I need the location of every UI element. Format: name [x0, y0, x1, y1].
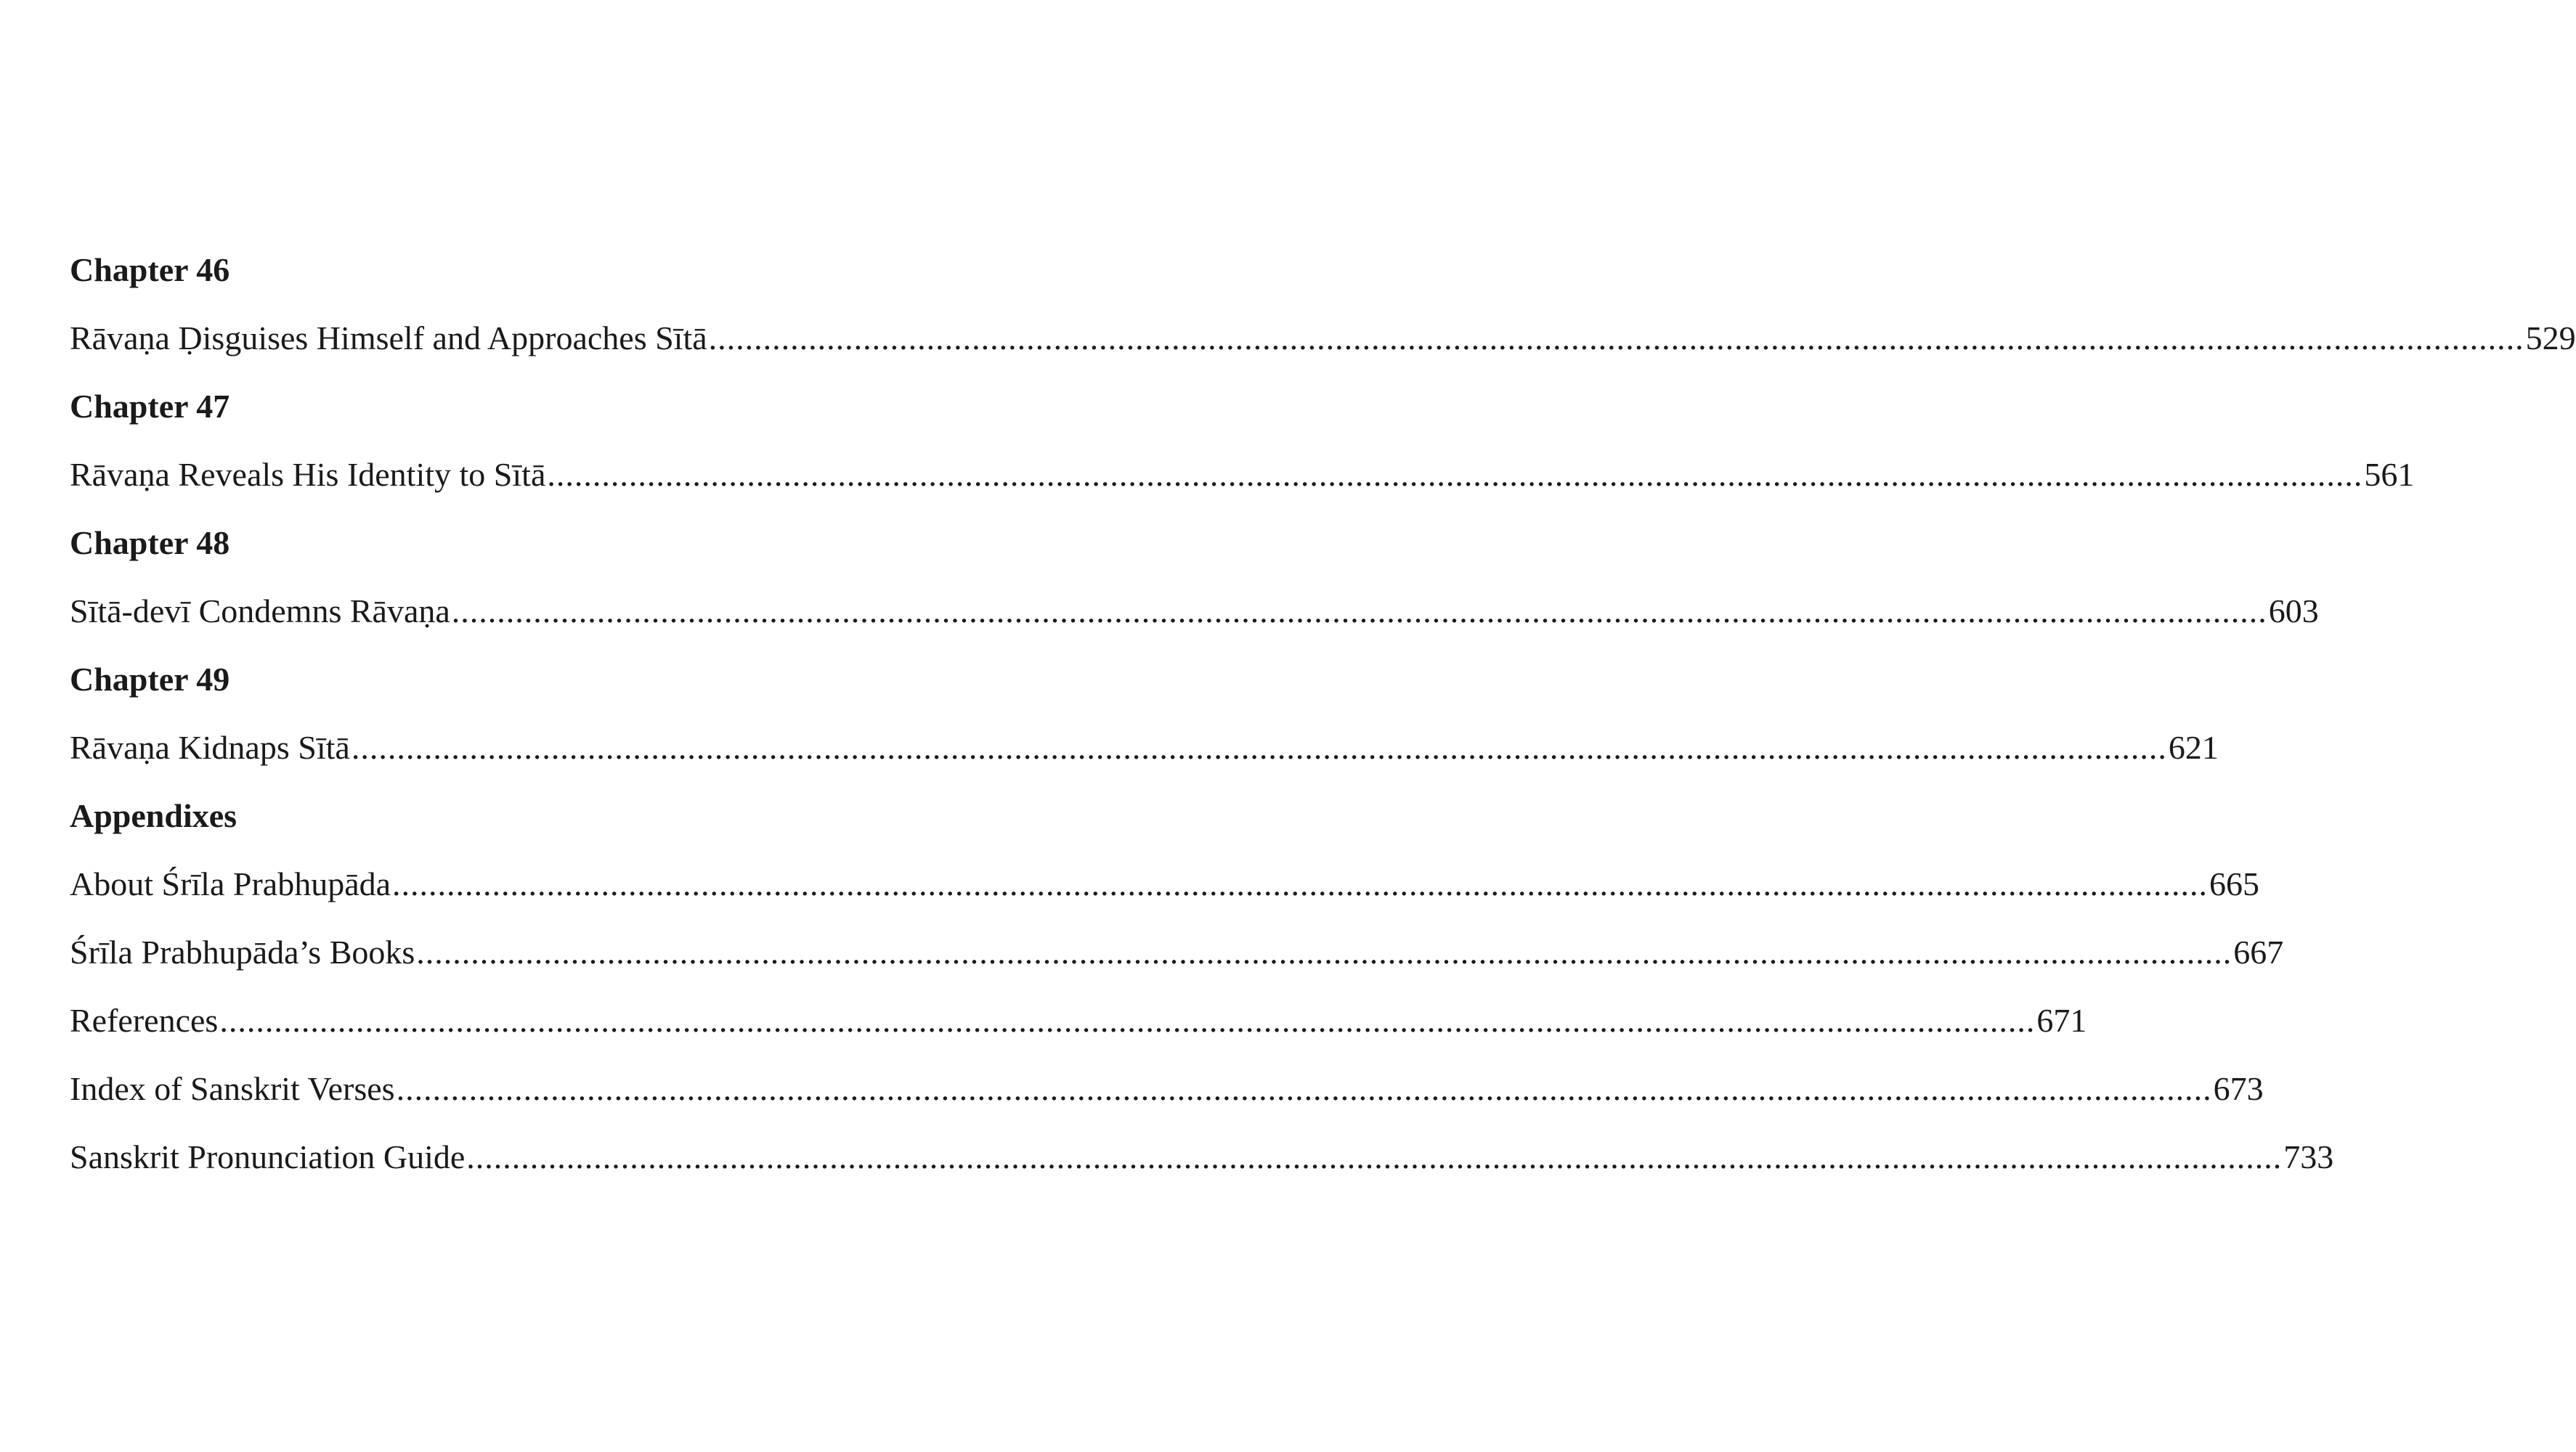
toc-entry[interactable] [70, 441, 2415, 509]
chapter-49-heading: Chapter 49 [70, 661, 230, 698]
entry-title: Rāvaṇa Kidnaps Sītā [70, 729, 350, 766]
page-number: 671 [2036, 1002, 2087, 1039]
toc-entry[interactable] [70, 850, 2260, 918]
dot-leader: ........................................................................................................................................................................................................ [708, 319, 2524, 356]
dot-leader: ........................................................................................................................................................................................................ [396, 1070, 2212, 1107]
page-number: 665 [2209, 865, 2260, 902]
table-of-contents [70, 236, 2576, 1191]
page-number: 621 [2168, 729, 2219, 766]
toc-entry[interactable] [70, 918, 2284, 987]
dot-leader: ........................................................................................................................................................................................................ [547, 456, 2363, 493]
toc-entry[interactable] [70, 714, 2219, 782]
dot-leader: ........................................................................................................................................................................................................ [392, 865, 2209, 902]
page-number: 561 [2364, 456, 2415, 493]
entry-title: Rāvaṇa Reveals His Identity to Sītā [70, 456, 546, 493]
toc-entry[interactable] [70, 1055, 2264, 1123]
entry-title: Index of Sanskrit Verses [70, 1070, 395, 1107]
dot-leader: ........................................................................................................................................................................................................ [219, 1002, 2036, 1039]
page-number: 529 [2525, 319, 2576, 356]
entry-title: Śrīla Prabhupāda’s Books [70, 934, 415, 971]
dot-leader: ........................................................................................................................................................................................................ [351, 729, 2167, 766]
page-number: 733 [2283, 1138, 2334, 1175]
entry-title: About Śrīla Prabhupāda [70, 865, 391, 902]
chapter-47-heading: Chapter 47 [70, 388, 230, 425]
chapter-48-heading: Chapter 48 [70, 524, 230, 561]
page-number: 603 [2268, 592, 2319, 629]
page-number: 673 [2213, 1070, 2264, 1107]
entry-title: Sanskrit Pronunciation Guide [70, 1138, 466, 1175]
appendixes-heading: Appendixes [70, 797, 237, 834]
page-number: 667 [2233, 934, 2284, 971]
toc-entry[interactable] [70, 987, 2087, 1055]
toc-entry[interactable] [70, 577, 2319, 645]
dot-leader: ........................................................................................................................................................................................................ [451, 592, 2267, 629]
chapter-46-heading: Chapter 46 [70, 251, 230, 288]
entry-title: Sītā-devī Condemns Rāvaṇa [70, 592, 450, 629]
toc-entry[interactable] [70, 304, 2576, 372]
entry-title: Rāvaṇa Ḍisguises Himself and Approaches Sītā [70, 319, 707, 356]
dot-leader: ........................................................................................................................................................................................................ [466, 1138, 2283, 1175]
dot-leader: ........................................................................................................................................................................................................ [416, 934, 2232, 971]
toc-entry[interactable] [70, 1123, 2334, 1191]
entry-title: References [70, 1002, 219, 1039]
